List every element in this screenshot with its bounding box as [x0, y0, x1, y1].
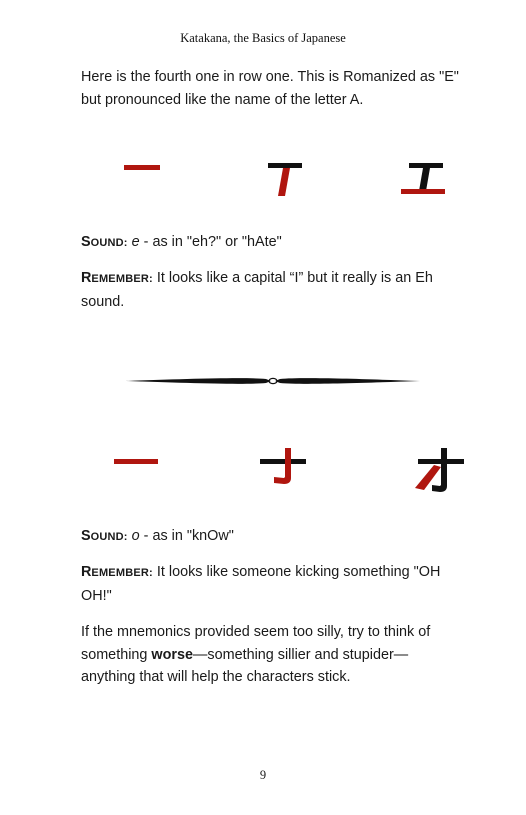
e-step-1-icon	[124, 165, 160, 170]
sound-description: - as in "eh?" or "hAte"	[139, 234, 282, 250]
remember-e-paragraph	[81, 267, 461, 313]
katakana-o-stroke-order-icon	[110, 446, 470, 498]
closing-text-before: If the mnemonics provided seem too silly, try to think of something	[81, 624, 431, 663]
sound-description: - as in "knOw"	[139, 528, 234, 544]
sound-e-line	[81, 231, 461, 255]
closing-emphasis: worse	[151, 646, 193, 663]
sound-o-line	[81, 525, 461, 549]
intro-paragraph: Here is the fourth one in row one. This is Romanized as "E" but pronounced like the name of the letter A.	[81, 69, 459, 108]
e-step-3-icon	[401, 163, 445, 194]
sound-value: o	[131, 528, 140, 544]
page-number: 9	[259, 768, 267, 782]
remember-label: REMEMBER:	[81, 270, 153, 286]
sound-value: e	[131, 234, 140, 250]
o-step-3-icon	[415, 448, 464, 492]
remember-o-paragraph	[81, 561, 461, 607]
running-header: Katakana, the Basics of Japanese	[180, 31, 346, 45]
e-step-2-icon	[268, 163, 302, 196]
remember-text: It looks like someone kicking something "OH OH!"	[81, 564, 441, 604]
o-step-1-icon	[114, 459, 158, 464]
o-step-2-icon	[260, 448, 306, 484]
sound-label: SOUND:	[81, 528, 128, 544]
sound-label: SOUND:	[81, 234, 128, 250]
closing-paragraph	[81, 621, 461, 689]
katakana-e-stroke-order-icon	[118, 158, 458, 200]
remember-text: It looks like a capital “I” but it really is an Eh sound.	[81, 270, 433, 310]
ornamental-divider-icon	[124, 372, 422, 390]
closing-text-after: —something sillier and stupider—anything that will help the characters stick.	[81, 646, 409, 685]
remember-label: REMEMBER:	[81, 564, 153, 580]
